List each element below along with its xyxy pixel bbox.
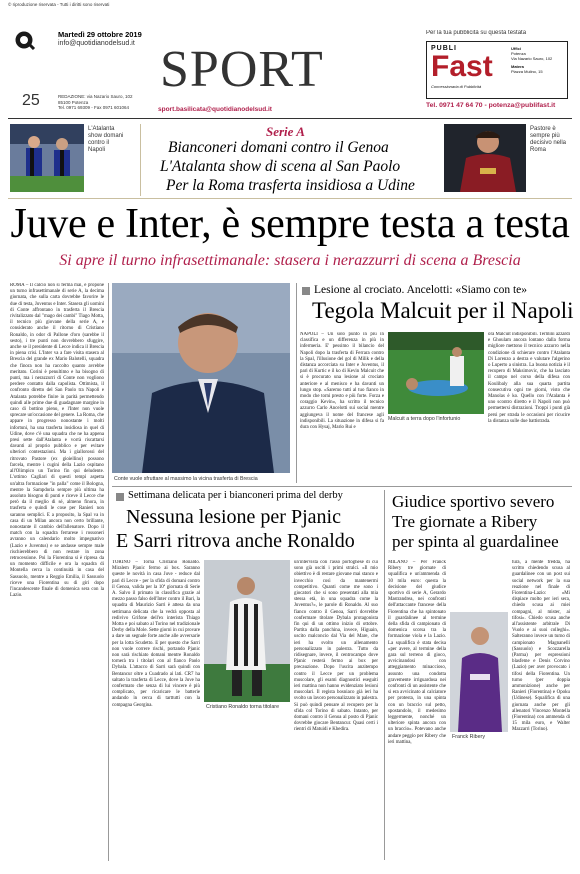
left-column-rule [108,283,109,861]
ad-office [511,46,567,74]
main-subhead: Si apre il turno infrasettimanale: stasera i nerazzurri di scena a Brescia [59,252,521,269]
ad-office-label: Uffici [511,46,521,51]
redazione-phone: Tel. 0971 69309 - Fax 0971 601064 [58,105,130,110]
ad-panel [426,41,568,99]
malcuit-kicker: Lesione al crociato. Ancelotti: «Siamo con te» [314,284,528,296]
issue-date: Martedì 29 ottobre 2019 [58,30,142,39]
strip-line-2: L'Atalanta show di scena al San Paolo [160,158,401,175]
ronaldo-kicker: Settimana delicata per i bianconeri prima del derby [128,490,343,501]
strip-kicker: Serie A [266,124,305,139]
ad-brand-top: PUBLI [431,45,457,52]
newspaper-logo-icon [14,30,40,50]
atalanta-caption: L'Atalanta show domani contro il Napoli [88,126,124,153]
ad-publifast[interactable] [426,30,568,110]
ronaldo-headline-1: Nessuna lesione per Pjanic [126,506,341,528]
ad-office-city: Potenza [511,51,526,56]
malcuit-headline: Tegola Malcuit per il Napoli [312,298,574,323]
malcuit-caption: Malcuit a terra dopo l'infortunio [388,416,461,422]
sport-email[interactable]: sport.basilicata@quotidianodelsud.it [158,106,272,113]
pastore-photo [444,124,526,192]
section-title: SPORT [160,41,324,98]
ribery-headline-3: per spinta al guardalinee [392,532,559,551]
masthead-rule [8,118,572,119]
ribery-text-col-1: MILANO – Per Franck Ribery tre giornate di squalifica e un'ammenda di 30 mila euro: questa la decisione del giudice sportivo di serie A, Gerardo Mastrandrea, nei confronti dell'attaccante francese della Fiorentina che ha spintonato il guardalinee al termine della sfida di campionato di domenica scorsa tra la formazione viola e la Lazio. La squalifica è stata decisa «per avere, al termine della gara sul terreno di gioco, avvicinandosi con atteggiamento minaccioso, assunto una condotta gravemente irriguardosa nei confronti di un assistente che si era avvicinato al calciatore per protesta, in una spinta con un braccio sul petto, spostandolo, il medesimo leggermente, nonché un ulteriore spinta ancora con un braccio». Potevano anche andare peggio per Ribery che ieri mattina, [388,560,446,745]
ronaldo-kicker-box [116,493,124,501]
mid-rule [112,486,572,487]
ad-tel: Tel. 0971 47 64 70 - potenza@publifast.it [426,102,556,109]
copyright-note: © riproduzione riservata - Tutti i diritti sono riservati [8,2,110,7]
ronaldo-photo [204,560,290,702]
ad-brand: Fast [431,50,493,83]
ad-title: Per la tua pubblicità su questa testata [426,30,527,36]
atalanta-photo [10,124,84,192]
malcuit-text-col-2: ora Malcuit indisponibili. Termini azzardi e Ghoulam ancora lontano dalla forma migliore mettono il tecnico azzurro nella condizione di schierare contro l'Atalanta Di Lorenzo a destra e valutare l'algerino o Luperto a sinistra. La buona notizia è il recupero di Maksimovic, che ha lasciato il campo nel corso della difesa con Koulibaly alla sua quarta partita consecutiva ogni tre giorni, visto che Manolas è ko. Quello con l'Atalanta è uno scontro diretto e il Napoli non può permettersi distrazioni. Troppi i punti già persi per strada le occasioni per ricucire la distanza sulle due battistrada. [488,332,570,424]
conte-caption: Conte vuole sfruttare al massimo la vicina trasferta di Brescia [114,476,258,482]
redazione-address: REDAZIONE: via Nazario Sauro, 102 [58,94,133,99]
ribery-headline-2: Tre giornate a Ribery [392,512,538,531]
right-column-rule [384,490,385,860]
page-number: 25 [22,92,40,109]
masthead [14,26,414,116]
ronaldo-text-col-1: TORINO – Torna Cristiano Ronaldo. Miralem Pjanic fermo ai box. Saranno queste le novità in casa Juve - reduce dal pari di Lecce - per la sfida di domani contro il Genoa, valida per la 10ª giornata di Serie A. Salvo il primato in classifica grazie al mezzo passo falso dell'Inter contro il Bari, la squadra di Maurizio Sarri è attesa da una settimana delicata che la vedrà opposta al redivivo Grifone dell'ex interista Thiago Motta e poi sabato al Torino nel tradizionale Derby della Mole. Sette giorni in cui provare a dare un segnale forte anche alle avversarie per la lotta Scudetto. E per questo che Sarri non vuole correre rischi, portando Pjanic non sarà rischiato domani mentre Ronaldo tornerà tra i titolari con al fianco Paolo Dybala. L'attacco di Sarri sarà quindi con Bentancur oltre a Cuadrado ai lati. CR7 ha saltato la trasferta di Lecce, dove la Juve ha confermato che senza di lui vincere è più complicato, per ricaricare le batterie andando in cerca di tarttutti con la compagna Georgina. [112,560,200,708]
ribery-text-col-2: tura, a mente fredda, ha scritto chiedendo scusa al guardalinee con un post sui social network per la sua reazione nel finale di Fiorentina-Lazio: «Mi dispiace molto per ieri sera, chiedo scusa ai miei compagni, al mister, ai tifosi». Chiedo scusa anche all'assistente arbitrale Di Vuolo e ai suoi colleghi». Salteranno invece un turno di campionato Magnanelli (Sassuolo) e Scozzarella (Parma) per espressioni blasfeme e Denis Corvino (Lazio) per aver provocato i tifosi della Fiorentina. Un turno (per doppia ammonizione) anche per Ranieri (Fiorentina) e Opoku (Udinese). Squalifica di una giornata anche per gli allenatori Vincenzo Montella (Fiorentina) con ammenda di 15 mila euro, e Walter Mazzarri (Torino). [512,560,570,733]
strip-line-1: Bianconeri domani contro il Genoa [168,139,389,156]
malcuit-photo [388,332,484,414]
redazione-city: 85100 Potenza [58,99,89,105]
malcuit-text-col-1: NAPOLI – Un solo punto in più in classifica e un differenza in più in infermeria. E' pessimo il bilancio del Napoli dopo la trasferta di Ferrara contro la Spal, l'illusione del gol di Milik e della distanza accorciata su Inter e Juventus, il pari di Kurtic e il ko di Kevin Malcuit che si è procurato una lesione al crociato anteriore e al menisco e ha davanti un lungo stop. «Saremo tutti al tuo fianco in modo che torni presto e più forte. Forza e coraggio Kevin», ha scritto il tecnico azzurro Carlo Ancelotti sui social mentre aggiungeva il nome del francese agli indisponibili. La situazione in difesa si fa dura con Hysaj, Mario Rui e [300,332,384,431]
ronaldo-text-col-2: un'intervista con l'asso portoghese di cui sono già usciti i primi stralci. «Il mio obiettivo è di restare giovane mai stanco e invecchio così da mantenermi competitivo. Quanti come me sono i giocatori che si sono presentati alla mia stessa età, in una squadra come la Juventus?», le parole di Ronaldo. Al suo fianco contro il Genoa, Sarri dovrebbe confermare titolare Dybala protagonista fin qui di un ottimo inizio di ottobre. Partita dalla panchina, invece, Higuain, uscito malconcio dal Via del Mare, che ieri ha svolto un allenamento personalizzato in palestra. Tutto da ridisegnare, invece, il centrocampo dove Pjanic resterà fermo ai box per precauzione. Dopo l'uscita anzitempo contro il Lecce per un problema muscolare, gli esami diagnostici eseguiti ieri mattina non hanno evidenziato lesioni muscolari. Il regista bosniaco già ieri ha svolto un lavoro personalizzato in palestra. Si può quindi pensare al recupero per la sfida col Torino di sabato. Intanto, per domani contro il Genoa al posto di Pjanic dovrebbe giocare Bentancur. Quasi certi i rientri di Matuidi e Khedira. [294,560,378,733]
ad-brand-sub: Concessionaria di Pubblicità [431,84,482,89]
ribery-caption: Franck Ribery [452,734,485,740]
ad-office2-label: Matera [511,64,524,69]
redazione-info [58,94,133,111]
strip-rule [8,198,572,199]
ribery-photo [450,612,508,732]
pastore-caption: Pastore è sempre più decisivo nella Roma [530,126,567,153]
main-headline: Juve e Inter, è sempre testa a testa [10,201,570,247]
ronaldo-caption: Cristiano Ronaldo torna titolare [206,704,280,710]
ronaldo-headline-2: E Sarri ritrova anche Ronaldo [116,530,355,552]
conte-photo [112,283,290,473]
ad-office-address: Via Nazario Sauro, 102 [511,56,553,61]
conte-rule [296,283,297,483]
main-article-text: ROMA – Il calcio non si ferma mai, e propone un turno infrasettimanale di serie A, la decima giornata, che sulla carta dovrebbe favorire le due di testa, Juventus e Inter. Stasera gli uomini di Conte affrontano in trasferta il Brescia rivitalizzato dal "mago dei cambi" Tiago Motta, il tecnico più giovane della serie A, e considerato anche il ritorno di Cristiano Ronaldo, in odor di Pallone d'oro (sarebbe il sesto), i tre punti non dovrebbero sfuggire, anche se il presidente di Lecce indica il Brescia in piena crisi. L'Inter va a fare visita stasera al Brescia del grande ex Mario Balotelli, squadra che finora non ha raccolto quanto avrebbe meritato. Corini è penultimo e ha bisogno di punti, ma i nerazzurri di Conte non vogliono perdere contatto dalla capolista. Ottimista, il confronto diretto del San Paolo tra Napoli e Atalanta potrebbe finire in parità permettendo quindi alle prime due di guadagnare margine in caso di bottino pieno, e l'Inter non vuole sprecare un'occasione del genere. La Roma, che appare in progresso nonostante i molti infortuni, ha una trasferta insidiosa in quel di Udine, dove c'è una squadra che ne ha appena presi sette dall'Atalanta e vorrà riscattarsi davanti al proprio pubblico e per evitare ulteriori contestazioni. Ma i giallorossi del ritrovato Pastore (ex gioiellino) possono farcela, mentre i cugini della Lazio ospitano all'Olimpico un Torino fin qui deludente. L'ottimo Cagliari di questi tempi aspetta un'altra formazione "in palla" come il Bologna, mentre la Sampdoria sempre più ultima ha assoluto bisogno di punti e riceve il Lecce che però da il meglio di sé, almeno finora, in trasferta e quindi le cose per Ranieri non saranno semplici. E a proposito, la Spal va in casa di un Milan ancora non certo brillante, nonostante il cambio dell'allenatore. Dopo il match con la squadra ferrarese i rossoneri avranno un calendario molto impegnativo (Lazio e Juventus) e se andasse sempre male rischierebbero di non restare in zona retrocessione. Poi la Fiorentina si è ripresa da un momento difficile e ora la squadra di Montella cerca la continuità in casa del Sassuolo, mentre a Reggio Emilia, il Sassuolo riceve una Fiorentina su di giri dopo l'incandescente finale di domenica sera con la Lazio. [10,283,104,599]
ribery-headline-1: Giudice sportivo severo [392,492,555,511]
strip-rule-left [140,124,141,196]
ad-office2-address: Piazza Mulino, 15 [511,69,543,74]
site-email[interactable]: info@quotidianodelsud.it [58,40,135,47]
strip-line-3: Per la Roma trasferta insidiosa a Udine [166,177,415,194]
malcuit-kicker-box [302,287,310,295]
